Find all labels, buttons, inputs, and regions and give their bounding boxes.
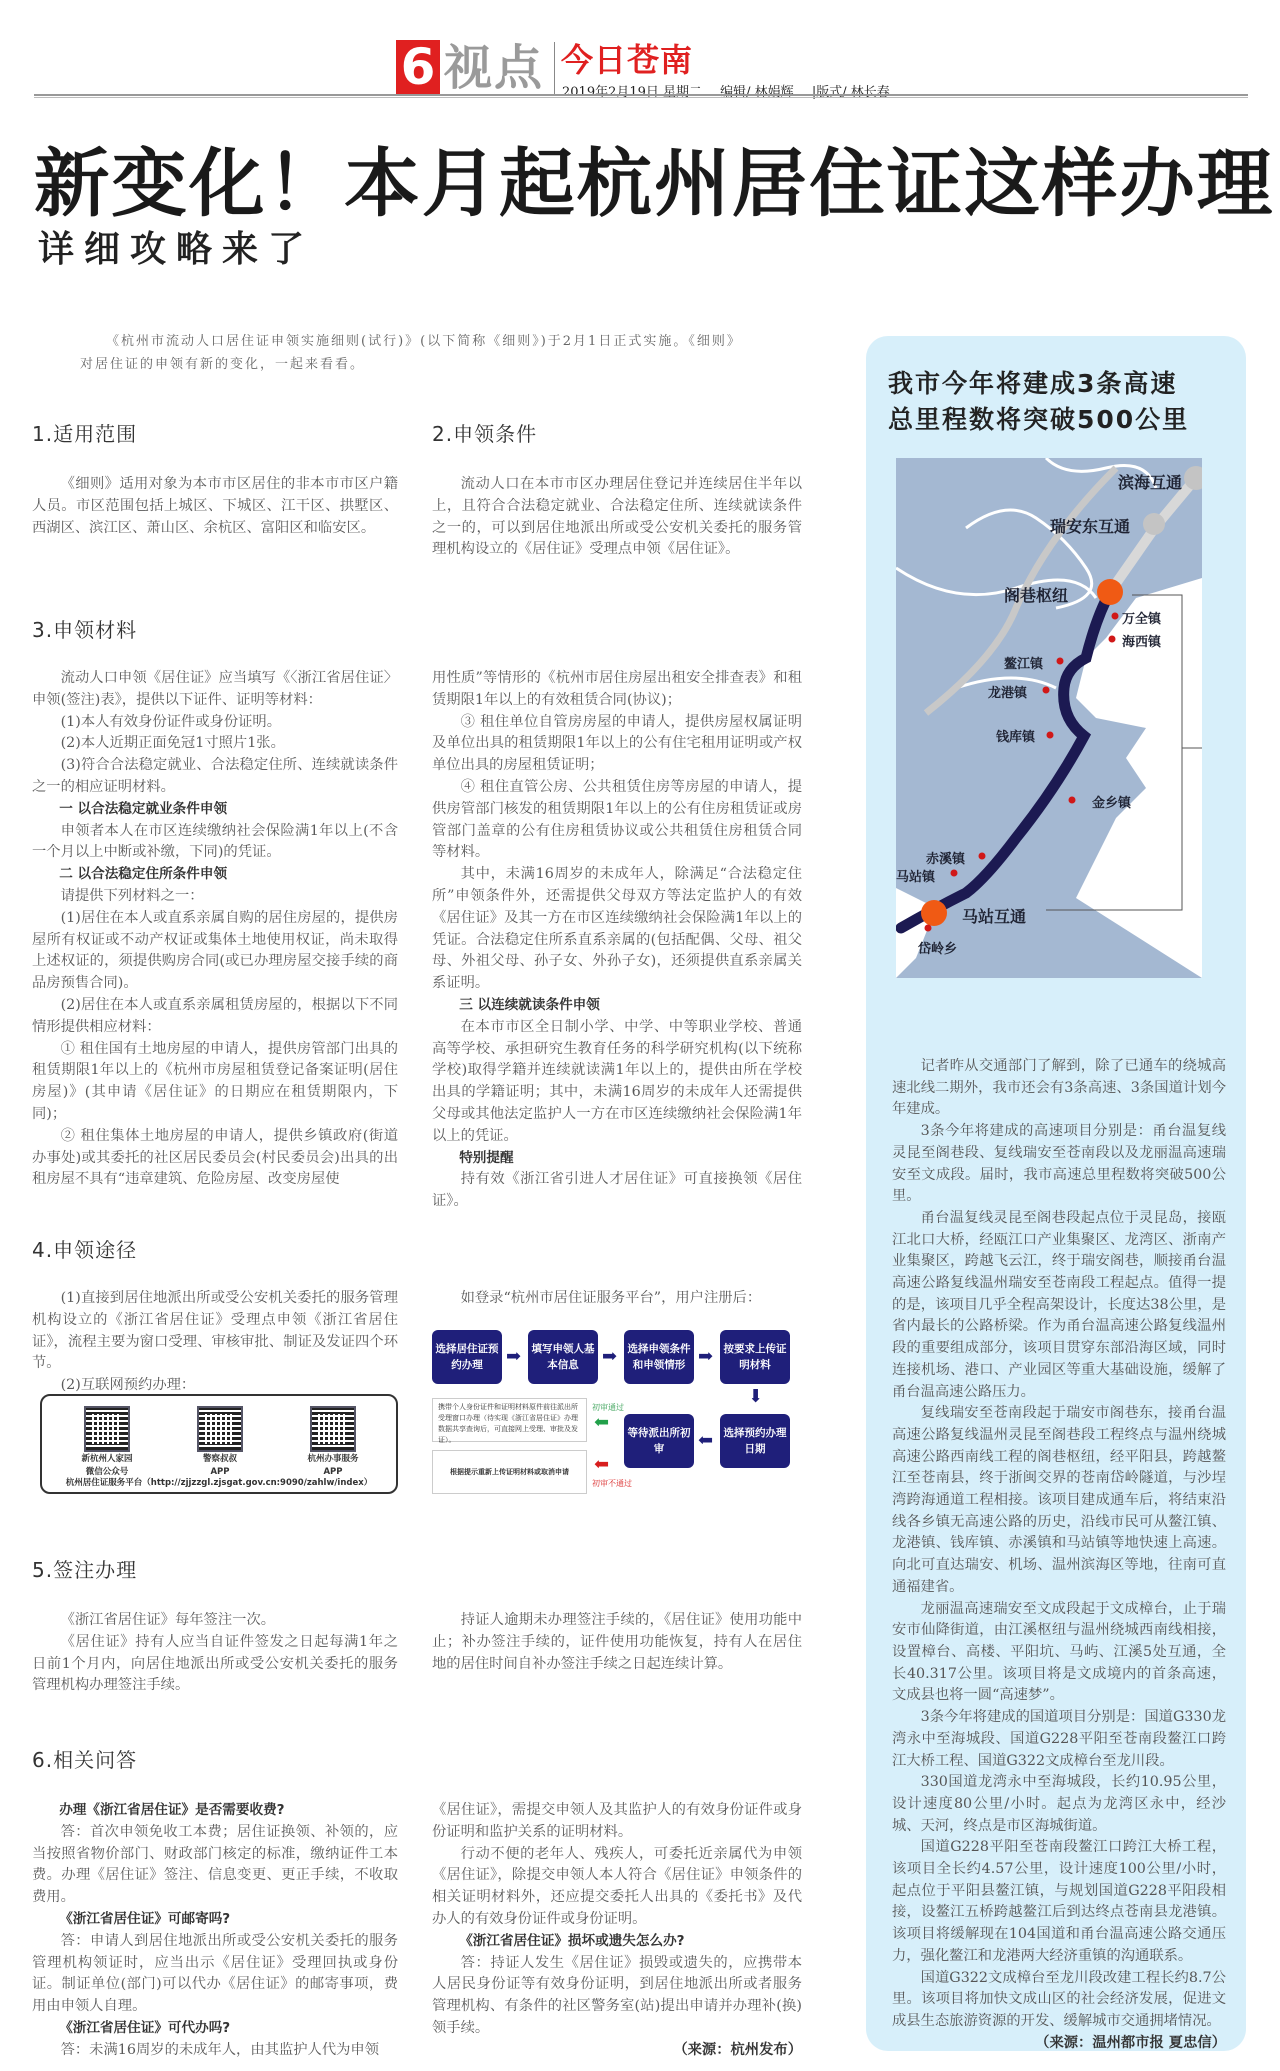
endorsement-right: 持证人逾期未办理签注手续的，《居住证》使用功能中止；补办签注手续的，证件使用功能恢复，持有人在居住地的居住时间自补办签注手续之日起连续计算。 <box>432 1612 802 1672</box>
arrow-left-green-icon: ⬅ <box>594 1412 610 1433</box>
faq-column-left <box>32 1800 398 2062</box>
paragraph: 答：首次申领免收工本费；居住证换领、补领的，应当按照省物价部门、财政部门核定的标准，缴纳证件工本费。办理《居住证》签注、信息变更、更正手续，不收取费用。 <box>32 1823 398 1906</box>
arrow-right-icon: ➡ <box>698 1346 714 1367</box>
section-title-channels: 4.申领途径 <box>32 1238 138 1262</box>
paragraph-continued: 用性质”等情形的《杭州市居住房屋出租安全排查表》和租赁期限1年以上的有效租赁合同(协议)； <box>432 670 802 708</box>
arrow-left-red-icon: ⬅ <box>594 1454 610 1475</box>
arrow-right-icon: ➡ <box>506 1346 522 1367</box>
subheading: 办理《浙江省居住证》是否需要收费? <box>59 1802 285 1818</box>
paragraph: 答：申请人到居住地派出所或受公安机关委托的服务管理机构领证时，应当出示《居住证》受理回执或身份证。制证单位(部门)可以代办《居住证》的邮寄事项，费用由申领人自理。 <box>32 1932 398 2015</box>
source-credit: （来源：温州都市报 夏忠信） <box>1035 2034 1226 2051</box>
paragraph: 在本市市区全日制小学、中学、中等职业学校、普通高等学校、承担研究生教育任务的科学研究机构(以下统称学校)取得学籍并连续就读满1年以上的，提供由所在学校出具的学籍证明；其中，未满16周岁的未成年人还需提供父母或其他法定监护人一方在市区连续缴纳社会保险满1年以上的凭证。 <box>432 1018 802 1144</box>
paragraph: 龙丽温高速瑞安至文成段起于文成樟台，止于瑞安市仙降街道，由江溪枢纽与温州绕城西南线相接，设置樟台、高楼、平阳坑、马屿、江溪5处互通，全长40.317公里。该项目将是文成境内的首条高速，文成县也将一圆“高速梦”。 <box>892 1600 1226 1704</box>
paragraph: 答：未满16周岁的未成年人，由其监护人代为申领 <box>60 2041 380 2058</box>
qr-code-icon <box>197 1406 243 1452</box>
masthead-rule <box>34 94 1248 98</box>
paragraph: ④ 租住直管公房、公共租赁住房等房屋的申请人，提供房管部门核发的租赁期限1年以上的公有住房租赁证或房管部门盖章的公有住房租赁协议或公共租赁住房租赁合同等材料。 <box>432 778 802 861</box>
qr-code-icon <box>310 1406 356 1452</box>
qr-police-app[interactable]: 警察叔叔 APP <box>165 1406 275 1478</box>
faq-column-right <box>432 1800 802 2062</box>
paragraph: 3条今年将建成的高速项目分别是：甬台温复线灵昆至阁巷段、复线瑞安至苍南段以及龙丽温高速瑞安至文成段。届时，我市高速总里程数将突破500公里。 <box>892 1123 1226 1205</box>
flow-step-5: 选择预约办理日期 <box>720 1414 790 1468</box>
map-label-binhai: 滨海互通 <box>1118 473 1183 492</box>
highway-route-map <box>896 458 1202 978</box>
subheading: 《浙江省居住证》可邮寄吗? <box>59 1910 231 1927</box>
paragraph: 答：持证人发生《居住证》损毁或遗失的，应携带本人居民身份证等有效身份证明，到居住地派出所或者服务管理机构、有条件的社区警务室(站)提出申请并办理补(换)领手续。 <box>432 1954 802 2036</box>
paragraph: 行动不便的老年人、残疾人，可委托近亲属代为申领《居住证》，除提交申领人本人符合《居住证》申领条件的相关证明材料外，还应提交委托人出具的《委托书》及代办人的有效身份证件或身份证明。 <box>432 1845 802 1927</box>
materials-column-left <box>32 668 398 1191</box>
paragraph: 330国道龙湾永中至海城段，长约10.95公里，设计速度80公里/小时。起点为龙湾区永中，经沙城、天河，终点是市区海城街道。 <box>892 1774 1226 1834</box>
paragraph: (1)本人有效身份证件或身份证明。 <box>60 713 282 730</box>
paragraph: 持有效《浙江省引进人才居住证》可直接换领《居住证》。 <box>432 1171 802 1210</box>
section-body-conditions: 流动人口在本市市区办理居住登记并连续居住半年以上，且符合合法稳定就业、合法稳定住所、连续就读条件之一的，可以到居住地派出所或受公安机关委托的服务管理机构设立的《居住证》受理点申领《居住证》。 <box>432 476 802 558</box>
map-label-ruian-east: 瑞安东互通 <box>1050 517 1131 536</box>
paragraph: ① 租住国有土地房屋的申请人，提供房管部门出具的租赁期限1年以上的《杭州市房屋租赁登记备案证明(居住房屋)》(其申请《居住证》的日期应在租赁期限内，下同)； <box>32 1040 398 1122</box>
fail-label: 初审不通过 <box>592 1479 632 1488</box>
map-label-haixi: 海西镇 <box>1122 635 1162 650</box>
flow-step-6: 等待派出所初审 <box>624 1414 694 1468</box>
flow-step-3: 选择申领条件和申领情形 <box>624 1330 694 1384</box>
subheading: 三 以连续就读条件申领 <box>459 996 600 1013</box>
paragraph: 申领者本人在市区连续缴纳社会保险满1年以上(不含一个月以上中断或补缴，下同)的凭证。 <box>32 822 398 861</box>
arrow-down-icon: ⬇ <box>748 1386 764 1407</box>
platform-url[interactable]: 杭州居住证服务平台（http://zjjzzgl.zjsgat.gov.cn:9090/zahlw/index） <box>65 1478 373 1488</box>
map-label-qianku: 钱库镇 <box>996 730 1036 745</box>
paragraph: (2)居住在本人或直系亲属租赁房屋的，根据以下不同情形提供相应材料： <box>32 996 398 1035</box>
layout-credit: |版式/ 林长春 <box>811 85 890 100</box>
qr-code-icon <box>84 1406 130 1452</box>
map-label-chixi: 赤溪镇 <box>926 852 966 867</box>
paragraph: 其中，未满16周岁的未成年人，除满足“合法稳定住所”申领条件外，还需提供父母双方等法定监护人的有效《居住证》及其一方在市区连续缴纳社会保险满1年以上的凭证。合法稳定住所系直系亲属的(包括配偶、父母、祖父母、外祖父母、孙子女、外孙子女)，还须提供直系亲属关系证明。 <box>432 866 802 992</box>
subheading: 特别提醒 <box>459 1149 514 1166</box>
paragraph: 国道G228平阳至苍南段鳌江口跨江大桥工程，该项目全长约4.57公里，设计速度100公里/小时，起点位于平阳县鳌江镇，与规划国道G228平阳段相接，设鳌江五桥跨越鳌江后到达终点苍南县龙港镇。该项目将缓解现在104国道和甬台温高速公路交通压力，强化鳌江和龙港两大经济重镇的沟通联系。 <box>892 1839 1226 1964</box>
paragraph: 甬台温复线灵昆至阁巷段起点位于灵昆岛，接瓯江北口大桥，经瓯江口产业集聚区、龙湾区、浙南产业集聚区，跨越飞云江，终于瑞安阁巷，顺接甬台温高速公路复线温州瑞安至苍南段工程起点。值得一提的是，该项目几乎全程高架设计，长度达38公里，是省内最长的公路桥梁。作为甬台温高速公路复线温州段的重要组成部分，该项目贯穿东部沿海区域，同时连接机场、港口、产业园区等重大基础设施，缓解了甬台温高速公路压力。 <box>892 1209 1226 1400</box>
section-name: 视点 <box>444 40 545 96</box>
paragraph: 3条今年将建成的国道项目分别是：国道G330龙湾永中至海城段、国道G228平阳至苍南段鳌江口跨江大桥工程、国道G322文成樟台至龙川段。 <box>892 1709 1226 1769</box>
sidebar-highway-news <box>866 336 1246 2051</box>
sidebar-article-body <box>892 1056 1226 2054</box>
map-label-gexiang-hub: 阁巷枢纽 <box>1004 586 1069 605</box>
section-title-conditions: 2.申领条件 <box>432 422 538 446</box>
flow-step-1: 选择居住证预约办理 <box>432 1330 502 1384</box>
paragraph-continued: 《居住证》，需提交申领人及其监护人的有效身份证件或身份证明和监护关系的证明材料。 <box>432 1802 802 1840</box>
map-label-longgang: 龙港镇 <box>988 686 1028 701</box>
subheadline: 详细攻略来了 <box>38 228 315 270</box>
arrow-right-icon: ➡ <box>602 1346 618 1367</box>
editor-credit: 编辑/ 林娟辉 <box>720 85 794 100</box>
section-title-endorsement: 5.签注办理 <box>32 1558 138 1582</box>
paragraph: ② 租住集体土地房屋的申请人，提供乡镇政府(街道办事处)或其委托的社区居民委员会(村民委员会)出具的出租房屋不具有“违章建筑、危险房屋、改变房屋使 <box>32 1127 398 1188</box>
headline: 新变化！本月起杭州居住证这样办理 <box>34 141 1275 227</box>
brand-logo: 今日苍南 <box>561 41 694 79</box>
section-body-scope: 《细则》适用对象为本市市区居住的非本市市区户籍人员。市区范围包括上城区、下城区、江干区、拱墅区、西湖区、滨江区、萧山区、余杭区、富阳区和临安区。 <box>32 476 398 536</box>
section-title-faq: 6.相关问答 <box>32 1748 138 1772</box>
paragraph: 复线瑞安至苍南段起于瑞安市阁巷东，接甬台温高速公路复线温州灵昆至阁巷段工程终点与温州绕城高速公路西南线工程的阁巷枢纽，经平阳县，跨越鳌江至苍南县，终于浙闽交界的苍南岱岭隧道，与沙埕湾跨海通道工程相接。该项目建成通车后，将结束沿线各乡镇无高速公路的历史，沿线市民可从鳌江镇、龙港镇、钱库镇、赤溪镇和马站镇等地快速上高速。向北可直达瑞安、机场、温州滨海区等地，往南可直通福建省。 <box>892 1405 1226 1595</box>
section-title-materials: 3.申领材料 <box>32 618 138 642</box>
page-number: 6 <box>396 40 440 95</box>
paragraph: 请提供下列材料之一： <box>60 887 204 904</box>
masthead-divider <box>554 42 555 96</box>
sidebar-title: 我市今年将建成3条高速 总里程数将突破500公里 <box>888 369 1190 434</box>
paragraph: (1)居住在本人或直系亲属自购的居住房屋的，提供房屋所有权证或不动产权证或集体土地使用权证，尚未取得上述权证的，须提供购房合同(或已办理房屋交接手续的商品房预售合同)。 <box>32 909 398 992</box>
map-label-dailing: 岱岭乡 <box>918 942 958 957</box>
arrow-left-icon: ⬅ <box>698 1430 714 1451</box>
channels-body: (1)直接到居住地派出所或受公安机关委托的服务管理机构设立的《浙江省居住证》受理点申领《浙江省居住证》，流程主要为窗口受理、审核审批、制证及发证四个环节。 (2)互联网预约办理： <box>32 1290 398 1394</box>
registration-flowchart <box>432 1330 812 1510</box>
subheading: 二 以合法稳定住所条件申领 <box>59 866 228 883</box>
qr-code-panel <box>40 1394 398 1494</box>
issue-date: 2019年2月19日 星期二 <box>562 85 703 100</box>
qr-hangzhou-service-app[interactable]: 杭州办事服务 APP <box>278 1406 388 1478</box>
paragraph: 流动人口申领《居住证》应当填写《〈浙江省居住证〉申领(签注)表》，提供以下证件、证明等材料： <box>32 670 398 708</box>
source-credit: （来源：杭州发布） <box>673 2041 802 2058</box>
map-label-mazhan-town: 马站镇 <box>896 870 936 885</box>
subheading: 《浙江省居住证》损坏或遗失怎么办? <box>459 1932 685 1949</box>
subheading: 一 以合法稳定就业条件申领 <box>59 800 228 817</box>
flow-step-2: 填写申领人基本信息 <box>528 1330 598 1384</box>
map-label-wanquan: 万全镇 <box>1122 612 1162 627</box>
pass-label: 初审通过 <box>592 1403 624 1412</box>
map-graphic <box>896 458 1202 978</box>
paragraph: ③ 租住单位自管房房屋的申请人，提供房屋权属证明及单位出具的租赁期限1年以上的公有住宅租用证明或产权单位出具的房屋租赁证明； <box>432 713 802 774</box>
section-title-scope: 1.适用范围 <box>32 422 138 446</box>
paragraph: (2)本人近期正面免冠1寸照片1张。 <box>60 735 285 752</box>
qr-wechat[interactable]: 新杭州人家园 微信公众号 <box>52 1406 162 1478</box>
flow-pass-note: 携带个人身份证件和证明材料原件前往派出所受理窗口办理（待实现《浙江省居住证》办理数据共享查询后，可直接网上受理、审批及发证）。 <box>432 1398 587 1442</box>
map-label-jinxiang: 金乡镇 <box>1092 796 1132 811</box>
materials-column-right <box>432 668 802 1213</box>
flow-intro: 如登录“杭州市居住证服务平台”，用户注册后： <box>460 1290 762 1306</box>
paragraph: 国道G322文成樟台至龙川段改建工程长约8.7公里。该项目将加快文成山区的社会经济发展，促进文成县生态旅游资源的开发、缓解城市交通拥堵情况。 <box>892 1969 1226 2029</box>
masthead <box>34 40 1248 98</box>
flow-fail-note: 根据提示重新上传证明材料或取消申请 <box>432 1450 587 1494</box>
flow-step-4: 按要求上传证明材料 <box>720 1330 790 1384</box>
paragraph: 记者昨从交通部门了解到，除了已通车的绕城高速北线二期外，我市还会有3条高速、3条国道计划今年建成。 <box>892 1058 1226 1118</box>
paragraph: (3)符合合法稳定就业、合法稳定住所、连续就读条件之一的相应证明材料。 <box>32 757 398 795</box>
subheading: 《浙江省居住证》可代办吗? <box>59 2019 231 2036</box>
intro-paragraph: 《杭州市流动人口居住证申领实施细则(试行)》(以下简称《细则》)于2月1日正式实施。《细则》对居住证的申领有新的变化，一起来看看。 <box>80 334 736 372</box>
map-label-aojiang: 鳌江镇 <box>1004 657 1044 672</box>
map-label-mazhan-interchange: 马站互通 <box>962 907 1027 926</box>
endorsement-left: 《浙江省居住证》每年签注一次。 《居住证》持有人应当自证件签发之日起每满1年之日前1个月内，向居住地派出所或受公安机关委托的服务管理机构办理签注手续。 <box>32 1612 398 1694</box>
